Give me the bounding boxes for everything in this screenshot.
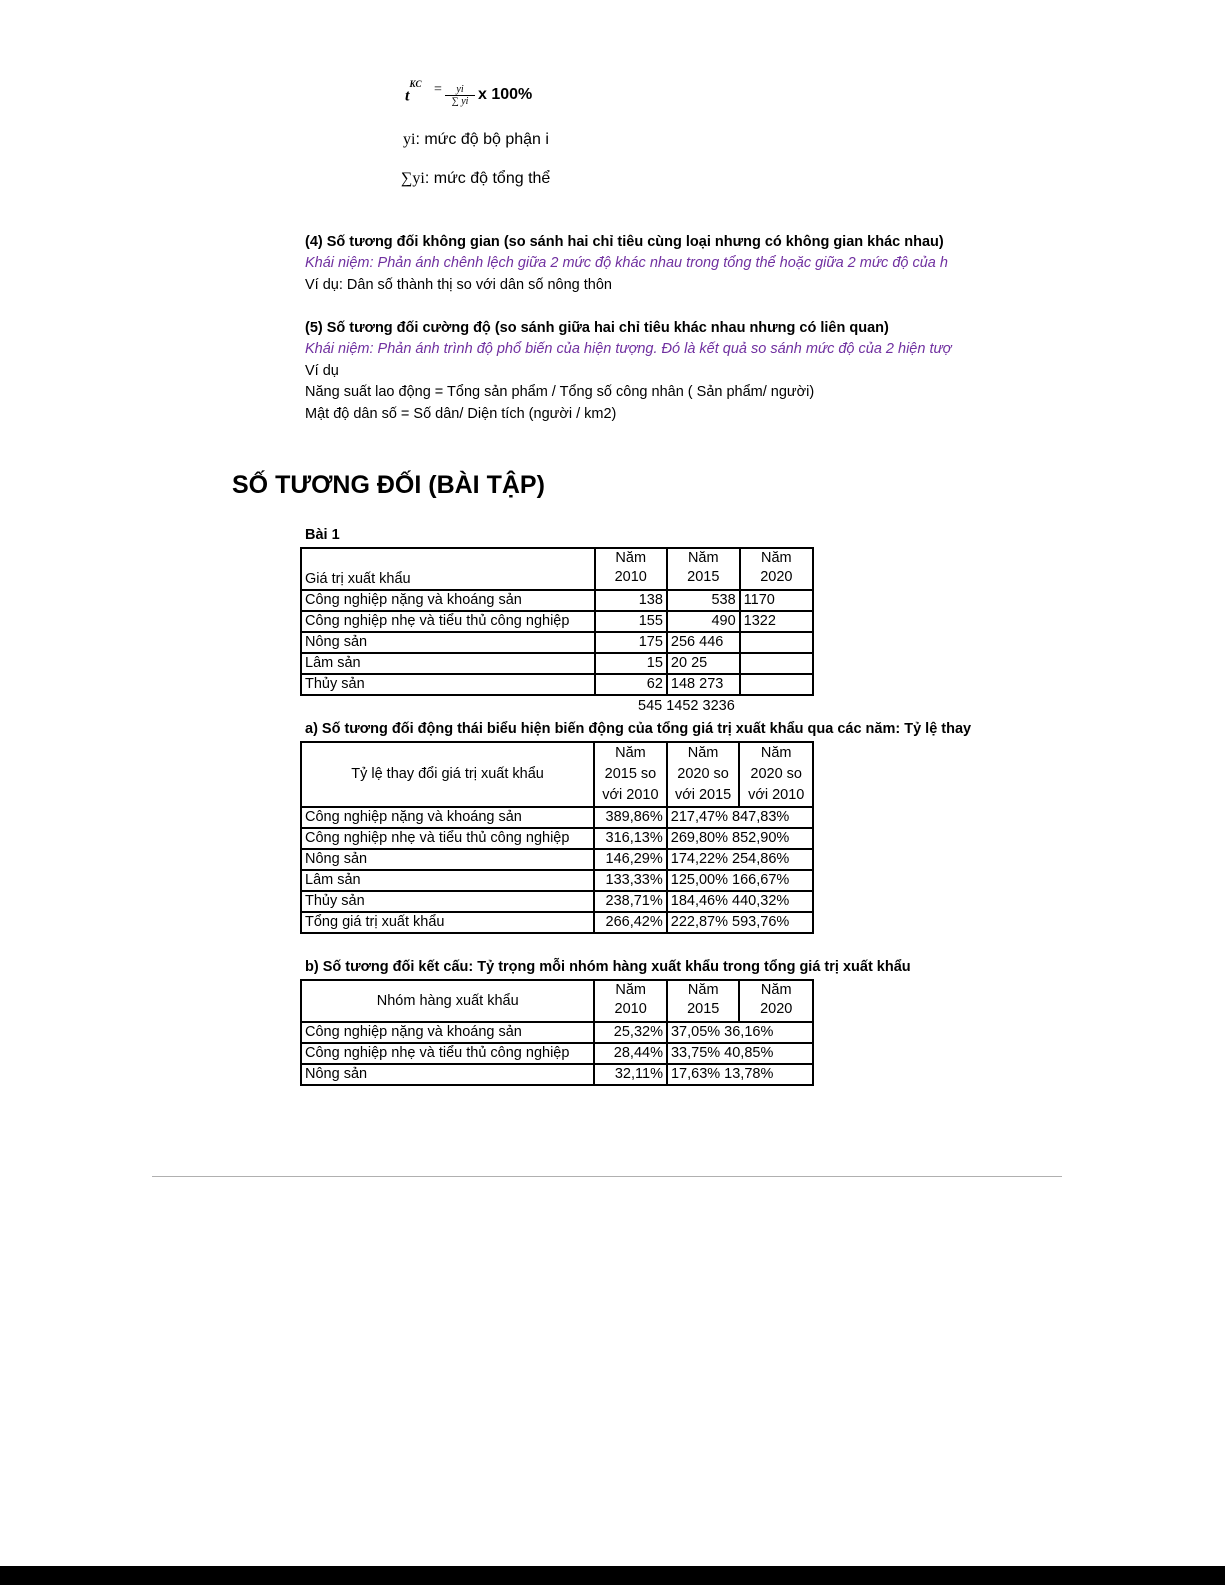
formula-fraction xyxy=(445,84,475,107)
section-5-example-2: Mật độ dân số = Số dân/ Diện tích (người / km2) xyxy=(305,406,617,422)
formula-t: $t^{KC}$ xyxy=(405,79,422,105)
table-row xyxy=(301,1043,813,1064)
header-label: Nhóm hàng xuất khẩu xyxy=(301,980,594,1022)
header-year-2020: Năm 2020 xyxy=(739,980,813,1022)
cell-2010: 15 xyxy=(595,653,667,674)
table-row xyxy=(301,1022,813,1043)
formula-numerator: yi xyxy=(445,84,475,96)
cell-rest: 269,80% 852,90% xyxy=(667,828,813,849)
cell-rest: 217,47% 847,83% xyxy=(667,807,813,828)
table-row xyxy=(301,632,813,653)
cell-2015: 490 xyxy=(667,611,740,632)
table-header-row xyxy=(301,548,813,590)
formula-denominator: ∑ yi xyxy=(451,96,469,107)
cell-rest: 125,00% 166,67% xyxy=(667,870,813,891)
cell-2015-vs-2010: 389,86% xyxy=(594,807,667,828)
row-name: Tổng giá trị xuất khẩu xyxy=(301,912,594,933)
row-name: Nông sản xyxy=(301,849,594,870)
row-name: Thủy sản xyxy=(301,674,595,695)
definition-yi: yi: mức độ bộ phận i xyxy=(403,131,549,148)
table-row xyxy=(301,807,813,828)
row-name: Lâm sản xyxy=(301,653,595,674)
cell-2015-vs-2010: 133,33% xyxy=(594,870,667,891)
row-name: Công nghiệp nhẹ và tiểu thủ công nghiệp xyxy=(301,828,594,849)
page-divider xyxy=(152,1176,1062,1177)
cell-2020 xyxy=(740,674,813,695)
header-year-2020: Năm 2020 xyxy=(740,548,813,590)
cell-2020: 1170 xyxy=(740,590,813,611)
row-name: Công nghiệp nhẹ và tiểu thủ công nghiệp xyxy=(301,1043,594,1064)
header-label: Giá trị xuất khẩu xyxy=(301,548,595,590)
header-year-2015: Năm 2015 xyxy=(667,980,740,1022)
table-row xyxy=(301,1064,813,1085)
cell-2010: 175 xyxy=(595,632,667,653)
header-year-2010: Năm 2010 xyxy=(594,980,667,1022)
section-5-example-1: Năng suất lao động = Tổng sản phẩm / Tổng số công nhân ( Sản phẩm/ người) xyxy=(305,384,815,400)
cell-2015: 148 273 xyxy=(667,674,740,695)
cell-2020: 1322 xyxy=(740,611,813,632)
cell-2010: 32,11% xyxy=(594,1064,667,1085)
formula-equals: = xyxy=(434,82,442,97)
exercise-1-label: Bài 1 xyxy=(305,527,340,543)
table-row xyxy=(301,912,813,933)
header-year-2010: Năm 2010 xyxy=(595,548,667,590)
change-rate-table xyxy=(300,741,814,934)
table-row xyxy=(301,870,813,891)
table-row xyxy=(301,653,813,674)
cell-2020 xyxy=(740,632,813,653)
cell-2015: 256 446 xyxy=(667,632,740,653)
row-name: Lâm sản xyxy=(301,870,594,891)
table-header-row xyxy=(301,980,813,1022)
cell-2015-vs-2010: 316,13% xyxy=(594,828,667,849)
table-row xyxy=(301,590,813,611)
section-5-title: (5) Số tương đối cường độ (so sánh giữa hai chỉ tiêu khác nhau nhưng có liên quan) xyxy=(305,320,889,336)
cell-2015-vs-2010: 266,42% xyxy=(594,912,667,933)
cell-2010: 138 xyxy=(595,590,667,611)
cell-2015: 20 25 xyxy=(667,653,740,674)
table-row xyxy=(301,611,813,632)
header-col-2: Năm 2020 so với 2015 xyxy=(667,742,740,807)
table-header-row xyxy=(301,742,813,807)
header-col-1: Năm 2015 so với 2010 xyxy=(594,742,667,807)
row-name: Nông sản xyxy=(301,632,595,653)
header-label: Tỷ lệ thay đổi giá trị xuất khẩu xyxy=(301,742,594,807)
formula-multiplier: x 100% xyxy=(478,86,533,103)
cell-2010: 155 xyxy=(595,611,667,632)
row-name: Nông sản xyxy=(301,1064,594,1085)
row-name: Công nghiệp nặng và khoáng sản xyxy=(301,590,595,611)
header-col-3: Năm 2020 so với 2010 xyxy=(739,742,813,807)
cell-rest: 222,87% 593,76% xyxy=(667,912,813,933)
cell-rest: 33,75% 40,85% xyxy=(667,1043,813,1064)
page-heading: SỐ TƯƠNG ĐỐI (BÀI TẬP) xyxy=(232,471,545,499)
cell-2015-vs-2010: 146,29% xyxy=(594,849,667,870)
section-5-concept: Khái niệm: Phản ánh trình độ phổ biến của hiện tượng. Đó là kết quả so sánh mức độ của 2 hiện tượ xyxy=(305,341,952,357)
cell-2015: 538 xyxy=(667,590,740,611)
cell-2020 xyxy=(740,653,813,674)
table-row xyxy=(301,828,813,849)
export-value-table xyxy=(300,547,814,696)
header-year-2015: Năm 2015 xyxy=(667,548,740,590)
row-name: Công nghiệp nhẹ và tiểu thủ công nghiệp xyxy=(301,611,595,632)
section-4-title: (4) Số tương đối không gian (so sánh hai chỉ tiêu cùng loại nhưng có không gian khác nhau) xyxy=(305,234,944,250)
row-name: Công nghiệp nặng và khoáng sản xyxy=(301,807,594,828)
row-name: Công nghiệp nặng và khoáng sản xyxy=(301,1022,594,1043)
section-4-concept: Khái niệm: Phản ánh chênh lệch giữa 2 mức độ khác nhau trong tổng thể hoặc giữa 2 mức độ của h xyxy=(305,255,948,271)
row-name: Thủy sản xyxy=(301,891,594,912)
cell-rest: 17,63% 13,78% xyxy=(667,1064,813,1085)
cell-2010: 25,32% xyxy=(594,1022,667,1043)
part-a-title: a) Số tương đối động thái biểu hiện biến động của tổng giá trị xuất khẩu qua các năm: Tỷ lệ thay xyxy=(305,721,972,737)
definition-sum-yi: ∑yi: mức độ tổng thể xyxy=(401,170,551,187)
cell-2010: 62 xyxy=(595,674,667,695)
formula-superscript: KC xyxy=(409,79,422,89)
totals-row: 545 1452 3236 xyxy=(638,698,735,714)
cell-rest: 174,22% 254,86% xyxy=(667,849,813,870)
section-5-example-label: Ví dụ xyxy=(305,363,339,379)
cell-rest: 37,05% 36,16% xyxy=(667,1022,813,1043)
bottom-bar xyxy=(0,1566,1225,1585)
cell-2015-vs-2010: 238,71% xyxy=(594,891,667,912)
table-row xyxy=(301,674,813,695)
table-row xyxy=(301,891,813,912)
cell-rest: 184,46% 440,32% xyxy=(667,891,813,912)
part-b-title: b) Số tương đối kết cấu: Tỷ trọng mỗi nhóm hàng xuất khẩu trong tổng giá trị xuất khẩu xyxy=(305,959,911,975)
structure-table xyxy=(300,979,814,1086)
table-row xyxy=(301,849,813,870)
cell-2010: 28,44% xyxy=(594,1043,667,1064)
section-4-example: Ví dụ: Dân số thành thị so với dân số nông thôn xyxy=(305,277,612,293)
